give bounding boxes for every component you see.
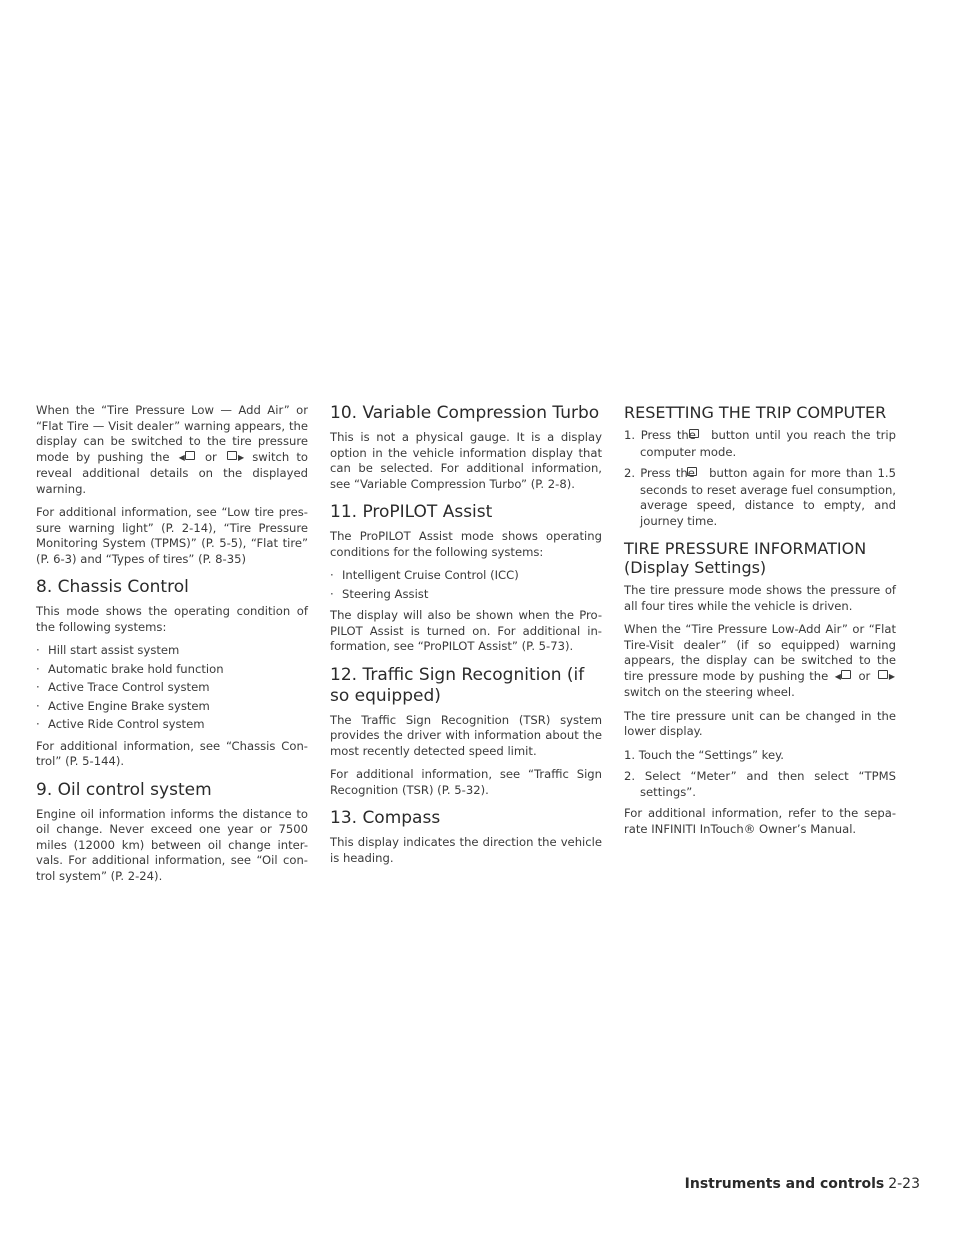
tpms-steps bbox=[624, 748, 896, 801]
propilot-list bbox=[330, 568, 602, 602]
chassis-control-heading: 8. Chassis Control bbox=[36, 577, 189, 597]
list-item: 2. Press the button again for more than 1.5 seconds to reset average fuel consumption, average speed, distance to empty, and journey time. bbox=[624, 466, 896, 528]
tsr-text: The Traffic Sign Recognition (TSR) system provides the driver with information about the most recently detected speed limit. bbox=[330, 712, 602, 758]
page-number: 2-23 bbox=[888, 1176, 920, 1192]
compass-heading: 13. Compass bbox=[330, 808, 441, 828]
tpms-references: For additional information, see “Low tire pres- sure warning light” (P. 2-14), “Tire Pressure Monitoring System (TPMS)” (P. 5-5), “Flat tire” (P. 6-3) and “Types of tires” (P. 8-35) bbox=[36, 505, 308, 566]
right-switch-icon: ▶ bbox=[226, 450, 243, 467]
list-item: 1. Press the button until you reach the trip computer mode. bbox=[624, 428, 896, 459]
tire-pressure-switch: When the “Tire Pressure Low-Add Air” or “Flat Tire-Visit dealer” (if so equipped) warning appears, the display can be switched to the tire pressure mode by pushing the ◀ or ▶ switch on the steering wheel. bbox=[624, 622, 896, 699]
tsr-heading: 12. Traffic Sign Recognition (if so equipped) bbox=[330, 664, 585, 706]
column-right bbox=[624, 403, 896, 845]
left-switch-icon: ◀ bbox=[179, 450, 196, 467]
list-item: · Automatic brake hold function bbox=[36, 661, 224, 676]
tire-pressure-intro: The tire pressure mode shows the pressure of all four tires while the vehicle is driven. bbox=[624, 583, 896, 613]
oil-control-text: Engine oil information informs the distance to oil change. Never exceed one year or 7500 miles (12000 km) between oil change inter- vals. For additional information, see “Oil con- trol system” (P. 2-24). bbox=[36, 806, 308, 883]
list-item: · Active Ride Control system bbox=[36, 717, 205, 731]
vct-text: This is not a physical gauge. It is a display option in the vehicle information display that can be selected. For additional information, see “Variable Compression Turbo” (P. 2-8). bbox=[330, 430, 602, 491]
tpms-switch-text-a: When the “Tire Pressure Low — Add Air” or “Flat Tire — Visit dealer” warning appears, the display can be switched to the tire pressure mode by pushing the bbox=[36, 403, 308, 464]
tpms-switch-paragraph bbox=[36, 403, 308, 497]
chassis-intro: This mode shows the operating condition of the following systems: bbox=[36, 604, 308, 634]
list-item: 2. Select “Meter” and then select “TPMS settings”. bbox=[624, 769, 896, 799]
reset-steps bbox=[624, 428, 896, 529]
tire-pressure-heading: TIRE PRESSURE INFORMATION (Display Settings) bbox=[624, 539, 867, 577]
column-middle bbox=[330, 403, 602, 874]
column-left bbox=[36, 403, 308, 892]
tsr-reference: For additional information, see “Traffic Sign Recognition (TSR) (P. 5-32). bbox=[330, 767, 602, 797]
chassis-reference: For additional information, see “Chassis Con- trol” (P. 5-144). bbox=[36, 738, 308, 768]
tpms-switch-text-b: switch to reveal additional details on the displayed warning. bbox=[36, 449, 308, 496]
list-item: 1. Touch the “Settings” key. bbox=[624, 747, 784, 762]
vct-heading: 10. Variable Compression Turbo bbox=[330, 403, 600, 423]
left-switch-icon: ◀ bbox=[835, 669, 852, 686]
reset-trip-heading: RESETTING THE TRIP COMPUTER bbox=[624, 403, 887, 422]
tpms-switch-or: or bbox=[204, 449, 217, 464]
tire-pressure-unit: The tire pressure unit can be changed in the lower display. bbox=[624, 708, 896, 738]
compass-text: This display indicates the direction the vehicle is heading. bbox=[330, 835, 602, 865]
list-item: · Hill start assist system bbox=[36, 643, 180, 657]
list-item: · Active Trace Control system bbox=[36, 680, 210, 694]
right-switch-icon: ▶ bbox=[877, 669, 894, 686]
list-item: · Steering Assist bbox=[330, 586, 429, 601]
page-footer bbox=[685, 1176, 920, 1192]
propilot-intro: The ProPILOT Assist mode shows operating conditions for the following systems: bbox=[330, 529, 602, 559]
list-item: · Active Engine Brake system bbox=[36, 698, 210, 713]
chassis-list bbox=[36, 643, 308, 733]
propilot-heading: 11. ProPILOT Assist bbox=[330, 502, 493, 522]
oil-control-heading: 9. Oil control system bbox=[36, 779, 212, 800]
propilot-reference: The display will also be shown when the Pro- PILOT Assist is turned on. For additional in- formation, see “ProPILOT Assist” (P. 5-73). bbox=[330, 608, 602, 653]
tire-pressure-reference: For additional information, refer to the sepa- rate INFINITI InTouch® Owner’s Manual. bbox=[624, 806, 896, 836]
list-item: · Intelligent Cruise Control (ICC) bbox=[330, 568, 519, 582]
section-title: Instruments and controls bbox=[684, 1176, 885, 1192]
